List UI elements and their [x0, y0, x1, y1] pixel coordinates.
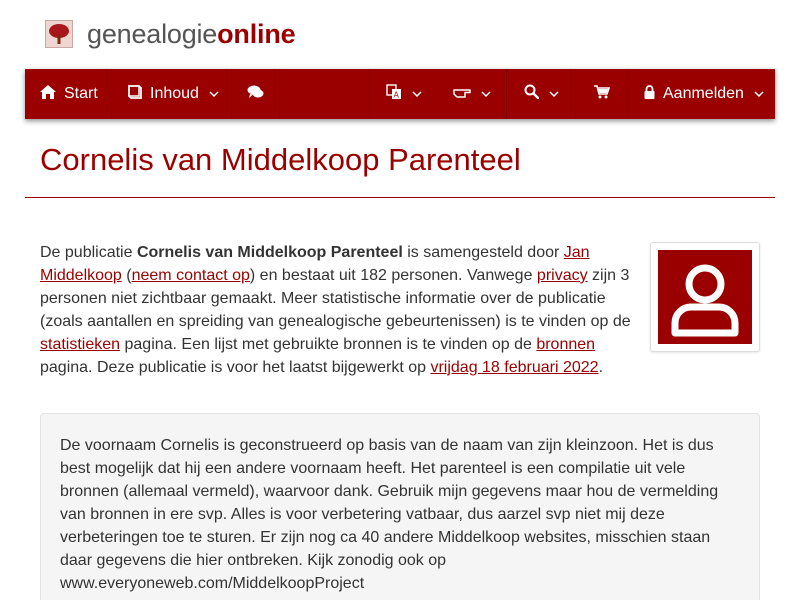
author-avatar[interactable] — [650, 242, 760, 352]
chevron-down-icon — [209, 85, 219, 103]
sources-link[interactable]: bronnen — [536, 336, 596, 353]
user-icon — [658, 250, 752, 344]
contact-link[interactable]: neem contact op — [131, 267, 250, 284]
comments-icon — [247, 85, 264, 104]
nav-start[interactable] — [25, 69, 112, 119]
nav-spacer — [280, 69, 369, 119]
chevron-down-icon — [412, 85, 422, 103]
language-icon — [386, 84, 402, 105]
nav-inhoud[interactable] — [112, 69, 232, 119]
nav-inhoud-label: Inhoud — [150, 85, 199, 102]
publication-intro: De publicatie Cornelis van Middelkoop Parenteel is samengesteld door Jan Middelkoop (neem contact op) en bestaat uit 182 personen. Vanwege privacy zijn 3 personen niet zichtbaar gemaakt. Meer statistische informatie over de publicatie (zoals aantallen en spreiding van genealogische gebeurtenissen) is te vinden op de statistieken pagina. Een lijst met gebruikte bronnen is te vinden op de bronnen pagina. Deze publicatie is voor het laatst bijgewerkt op vrijdag 18 februari 2022. — [40, 244, 631, 376]
nav-search[interactable] — [507, 69, 576, 119]
chevron-down-icon — [481, 85, 491, 103]
svg-text:A: A — [393, 90, 399, 99]
statistics-link[interactable]: statistieken — [40, 336, 121, 353]
site-name: genealogieonline — [87, 19, 296, 49]
author-note-text: De voornaam Cornelis is geconstrueerd op basis van de naam van zijn kleinzoon. Het is dus best mogelijk dat hij een andere voornaam heeft. Het parenteel is een compilatie uit vele bronnen (allemaal vermeld), waarvoor dank. Gebruik mijn gegevens maar hou de vermelding van bronnen in ere svp. Alles is voor verbetering vatbaar, dus aarzel svp niet mij deze verbeteringen toe te sturen. Er zijn nog ca 40 andere Middelkoop websites, misschien staan daar gegevens die hier ontbreken. Kijk zonodig ook op www.everyoneweb.com/MiddelkoopProject — [60, 437, 719, 592]
shopping-cart-icon — [594, 85, 610, 104]
title-divider — [25, 197, 775, 198]
site-logo[interactable] — [45, 18, 295, 50]
chevron-down-icon — [549, 85, 559, 103]
nav-start-label: Start — [64, 85, 98, 102]
last-updated-link[interactable]: vrijdag 18 februari 2022 — [430, 359, 599, 376]
book-icon — [127, 85, 142, 104]
chevron-down-icon — [754, 85, 764, 103]
home-icon — [40, 85, 56, 104]
nav-login[interactable] — [628, 69, 775, 119]
nav-language[interactable] — [369, 69, 438, 119]
tree-icon — [45, 20, 73, 48]
author-note — [40, 413, 760, 600]
hand-pointer-icon — [453, 85, 471, 104]
privacy-link[interactable]: privacy — [536, 267, 588, 284]
main-navbar — [25, 69, 775, 119]
publication-name: Cornelis van Middelkoop Parenteel — [136, 244, 403, 261]
page-title: Cornelis van Middelkoop Parenteel — [40, 142, 521, 177]
nav-forum[interactable] — [232, 69, 280, 119]
nav-cart[interactable] — [576, 69, 628, 119]
author-link[interactable]: Jan Middelkoop — [40, 244, 590, 284]
lock-icon — [644, 85, 655, 104]
search-icon — [524, 84, 539, 104]
nav-login-label: Aanmelden — [663, 85, 744, 102]
nav-share[interactable] — [438, 69, 507, 119]
